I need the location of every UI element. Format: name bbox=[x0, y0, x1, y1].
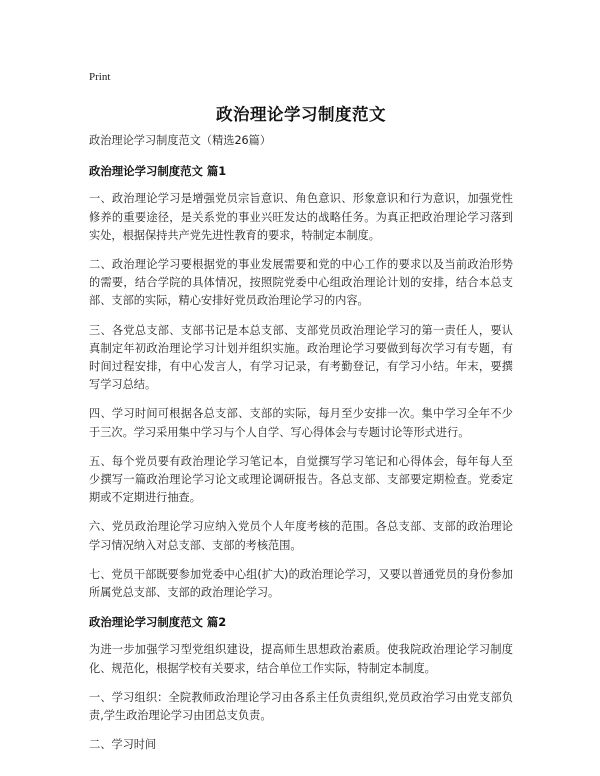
document-subtitle: 政治理论学习制度范文（精选26篇） bbox=[89, 134, 272, 147]
paragraph: 四、学习时间可根据各总支部、支部的实际，每月至少安排一次。集中学习全年不少于三次。学习采用集中学习与个人自学、写心得体会与专题讨论等形式进行。 bbox=[89, 407, 513, 439]
paragraph: 三、各党总支部、支部书记是本总支部、支部党员政治理论学习的第一责任人，要认真制定年初政治理论学习计划并组织实施。政治理论学习要做到每次学习有专题，有时间过程安排，有中心发言人，有学习记录，有考勤登记，有学习小结。年末，要撰写学习总结。 bbox=[89, 323, 513, 392]
paragraph: 二、政治理论学习要根据党的事业发展需要和党的中心工作的要求以及当前政治形势的需要，结合学院的具体情况，按照院党委中心组政治理论计划的安排，结合本总支部、支部的实际，精心安排好党员政治理论学习的内容。 bbox=[89, 258, 513, 308]
print-label: Print bbox=[89, 71, 111, 83]
paragraph: 一、政治理论学习是增强党员宗旨意识、角色意识、形象意识和行为意识，加强党性修养的重要途径，是关系党的事业兴旺发达的战略任务。为真正把政治理论学习落到实处，根据保持共产党先进性教育的要求，特制定本制度。 bbox=[89, 192, 513, 242]
document-body bbox=[89, 132, 513, 765]
section-heading: 政治理论学习制度范文 篇2 bbox=[89, 615, 227, 630]
paragraph: 二、学习时间 bbox=[89, 738, 157, 752]
paragraph: 六、党员政治理论学习应纳入党员个人年度考核的范围。各总支部、支部的政治理论学习情况纳入对总支部、支部的考核范围。 bbox=[89, 520, 513, 552]
section-heading: 政治理论学习制度范文 篇1 bbox=[89, 164, 227, 179]
paragraph: 为进一步加强学习型党组织建设，提高师生思想政治素质。使我院政治理论学习制度化、规范化，根据学校有关要求，结合单位工作实际，特制定本制度。 bbox=[89, 643, 513, 675]
paragraph: 一、学习组织：全院教师政治理论学习由各系主任负责组织,党员政治学习由党支部负责,学生政治理论学习由团总支负责。 bbox=[89, 690, 513, 723]
page-title: 政治理论学习制度范文 bbox=[216, 105, 386, 124]
paragraph: 五、每个党员要有政治理论学习笔记本，自觉撰写学习笔记和心得体会，每年每人至少撰写一篇政治理论学习论文或理论调研报告。各总支部、支部要定期检查。党委定期或不定期进行抽查。 bbox=[89, 454, 513, 505]
paragraph: 七、党员干部既要参加党委中心组(扩大)的政治理论学习，又要以普通党员的身份参加所属党总支部、支部的政治理论学习。 bbox=[89, 567, 513, 600]
